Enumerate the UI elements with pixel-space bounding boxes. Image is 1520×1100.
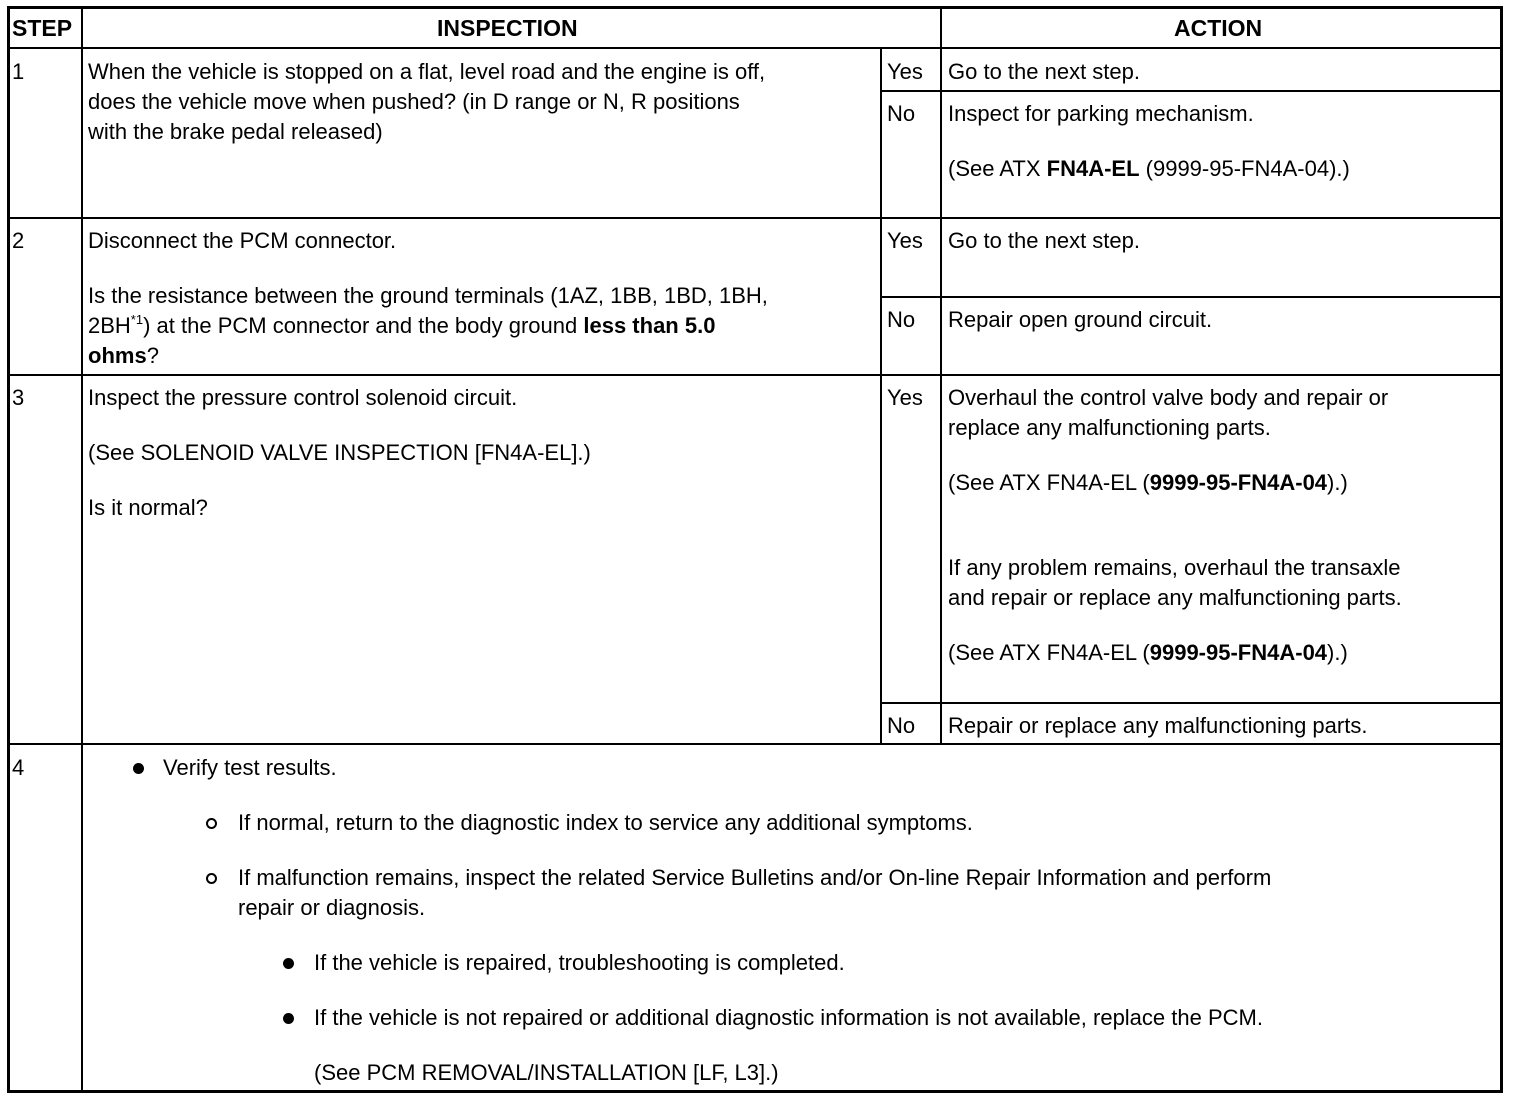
inspection-text: Is the resistance between the ground terminals (1AZ, 1BB, 1BD, 1BH, <box>88 283 768 308</box>
yes-label: Yes <box>887 228 923 253</box>
reference-suffix: ).) <box>1327 640 1348 665</box>
inspection-text-end: ? <box>146 343 159 368</box>
threshold-unit: ohms <box>88 343 147 368</box>
step-number: 1 <box>12 59 25 84</box>
circle-bullet-icon <box>206 818 217 829</box>
reference-suffix: ).) <box>1327 470 1348 495</box>
bullet-icon <box>133 763 144 774</box>
inspection-text-mid: ) at the PCM connector and the body ground <box>143 313 584 338</box>
yes-label: Yes <box>887 59 923 84</box>
list-item: Verify test results. <box>163 755 337 780</box>
inspection-text: Is it normal? <box>88 495 208 520</box>
reference-bold: 9999-95-FN4A-04 <box>1149 640 1328 665</box>
list-item: If normal, return to the diagnostic index to service any additional symptoms. <box>238 810 973 835</box>
action-text: Repair open ground circuit. <box>948 307 1213 332</box>
column-divider <box>880 48 882 744</box>
row-divider <box>8 217 1502 219</box>
step-number: 4 <box>12 755 25 780</box>
reference-link[interactable]: (See SOLENOID VALVE INSPECTION [FN4A-EL].) <box>88 440 591 465</box>
no-label: No <box>887 101 916 126</box>
inspection-text: with the brake pedal released) <box>88 119 383 144</box>
threshold-value: less than 5.0 <box>583 313 716 338</box>
step-number: 3 <box>12 385 25 410</box>
inspection-text: does the vehicle move when pushed? (in D range or N, R positions <box>88 89 740 114</box>
reference-suffix: (9999-95-FN4A-04).) <box>1139 156 1350 181</box>
action-text: replace any malfunctioning parts. <box>948 415 1271 440</box>
inspection-text: Disconnect the PCM connector. <box>88 228 397 253</box>
row-divider <box>880 296 1502 298</box>
action-text: Overhaul the control valve body and repair or <box>948 385 1389 410</box>
reference-bold: FN4A-EL <box>1046 156 1140 181</box>
footnote-marker: *1 <box>130 312 144 327</box>
yes-label: Yes <box>887 385 923 410</box>
row-divider <box>8 374 1502 376</box>
header-inspection: INSPECTION <box>437 15 578 41</box>
reference-link[interactable] <box>948 468 1348 498</box>
action-text: Go to the next step. <box>948 59 1141 84</box>
reference-prefix: (See ATX <box>948 156 1047 181</box>
step-number: 2 <box>12 228 25 253</box>
list-item: If malfunction remains, inspect the related Service Bulletins and/or On-line Repair Information and perform <box>238 865 1272 890</box>
reference-link[interactable] <box>948 154 1350 184</box>
column-divider <box>81 7 83 1092</box>
terminal-text: 2BH <box>88 313 131 338</box>
action-text: Go to the next step. <box>948 228 1141 253</box>
column-divider <box>940 7 942 744</box>
no-label: No <box>887 307 916 332</box>
reference-link[interactable] <box>948 638 1348 668</box>
list-item: repair or diagnosis. <box>238 895 426 920</box>
inspection-text <box>88 341 159 371</box>
action-text: and repair or replace any malfunctioning parts. <box>948 585 1402 610</box>
inspection-text: Inspect the pressure control solenoid circuit. <box>88 385 518 410</box>
reference-prefix: (See ATX FN4A-EL ( <box>948 470 1150 495</box>
inspection-text: When the vehicle is stopped on a flat, level road and the engine is off, <box>88 59 766 84</box>
reference-bold: 9999-95-FN4A-04 <box>1149 470 1328 495</box>
row-divider <box>8 47 1502 49</box>
action-text: Inspect for parking mechanism. <box>948 101 1254 126</box>
header-step: STEP <box>12 15 73 41</box>
action-text: Repair or replace any malfunctioning parts. <box>948 713 1368 738</box>
action-text: If any problem remains, overhaul the transaxle <box>948 555 1401 580</box>
bullet-icon <box>283 1013 294 1024</box>
circle-bullet-icon <box>206 873 217 884</box>
row-divider <box>880 702 1502 704</box>
reference-prefix: (See ATX FN4A-EL ( <box>948 640 1150 665</box>
inspection-text <box>88 311 715 341</box>
reference-link[interactable]: (See PCM REMOVAL/INSTALLATION [LF, L3].) <box>314 1060 779 1085</box>
no-label: No <box>887 713 916 738</box>
header-action: ACTION <box>1174 15 1263 41</box>
bullet-icon <box>283 958 294 969</box>
list-item: If the vehicle is not repaired or additional diagnostic information is not available, replace the PCM. <box>314 1005 1263 1030</box>
row-divider <box>880 90 1502 92</box>
list-item: If the vehicle is repaired, troubleshooting is completed. <box>314 950 845 975</box>
row-divider <box>8 743 1502 745</box>
